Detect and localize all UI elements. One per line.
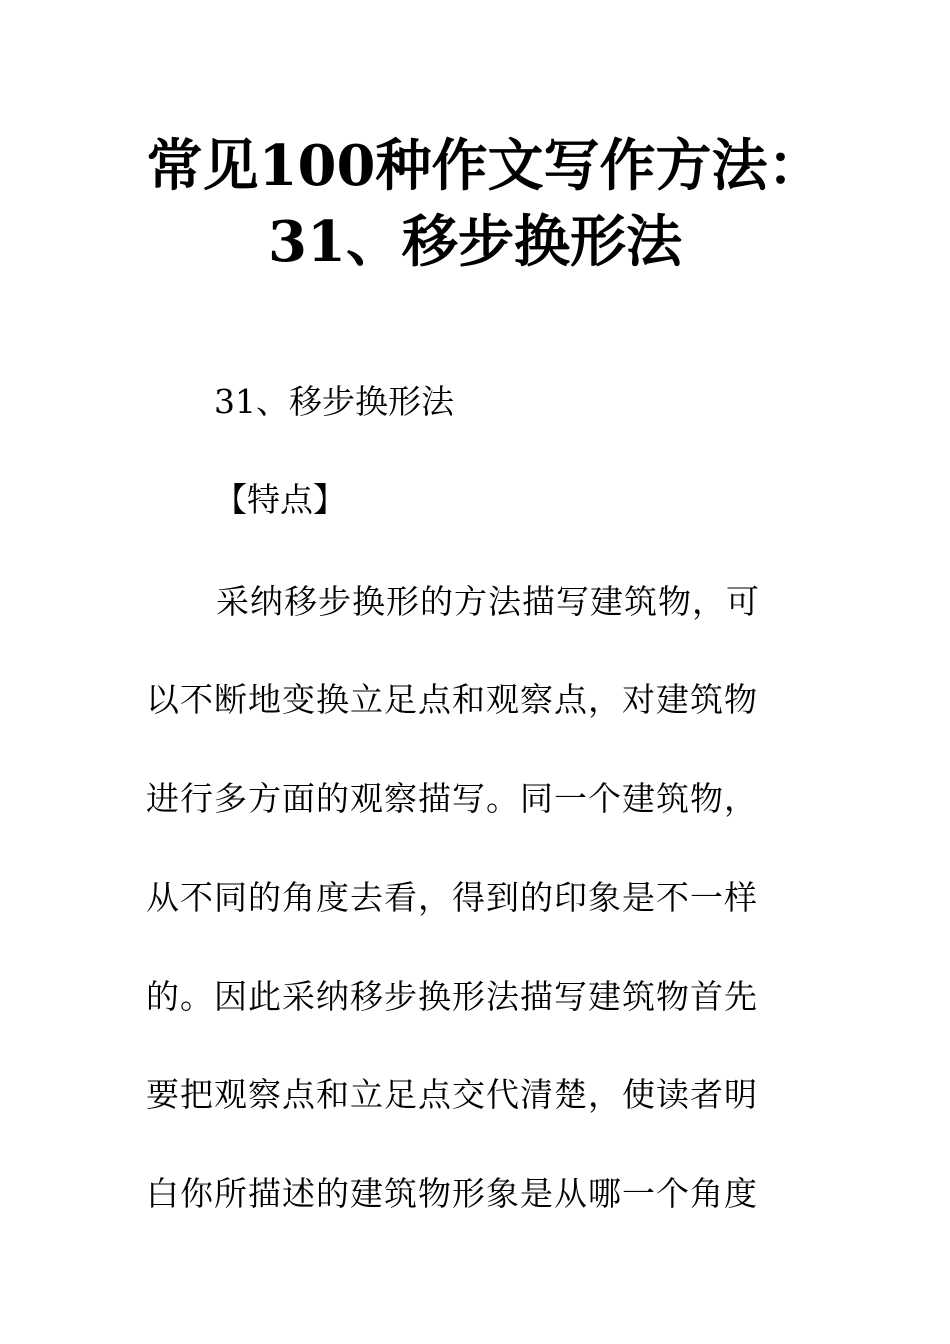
paragraph-line-7: 白你所描述的建筑物形象是从哪一个角度 [146, 1174, 758, 1213]
paragraph-line-5: 的。因此采纳移步换形法描写建筑物首先 [146, 977, 758, 1016]
title-line-2: 31、移步换形法 [268, 209, 682, 275]
paragraph-line-2: 以不断地变换立足点和观察点，对建筑物 [146, 680, 758, 719]
paragraph-line-1: 采纳移步换形的方法描写建筑物，可 [216, 582, 760, 621]
title-line-1: 常见100种作文写作方法： [146, 133, 824, 199]
paragraph-line-3: 进行多方面的观察描写。同一个建筑物， [146, 779, 758, 818]
section-heading: 31、移步换形法 [214, 382, 454, 421]
feature-label: 【特点】 [214, 480, 346, 519]
paragraph-line-4: 从不同的角度去看，得到的印象是不一样 [146, 878, 758, 917]
paragraph-line-6: 要把观察点和立足点交代清楚，使读者明 [146, 1075, 758, 1114]
